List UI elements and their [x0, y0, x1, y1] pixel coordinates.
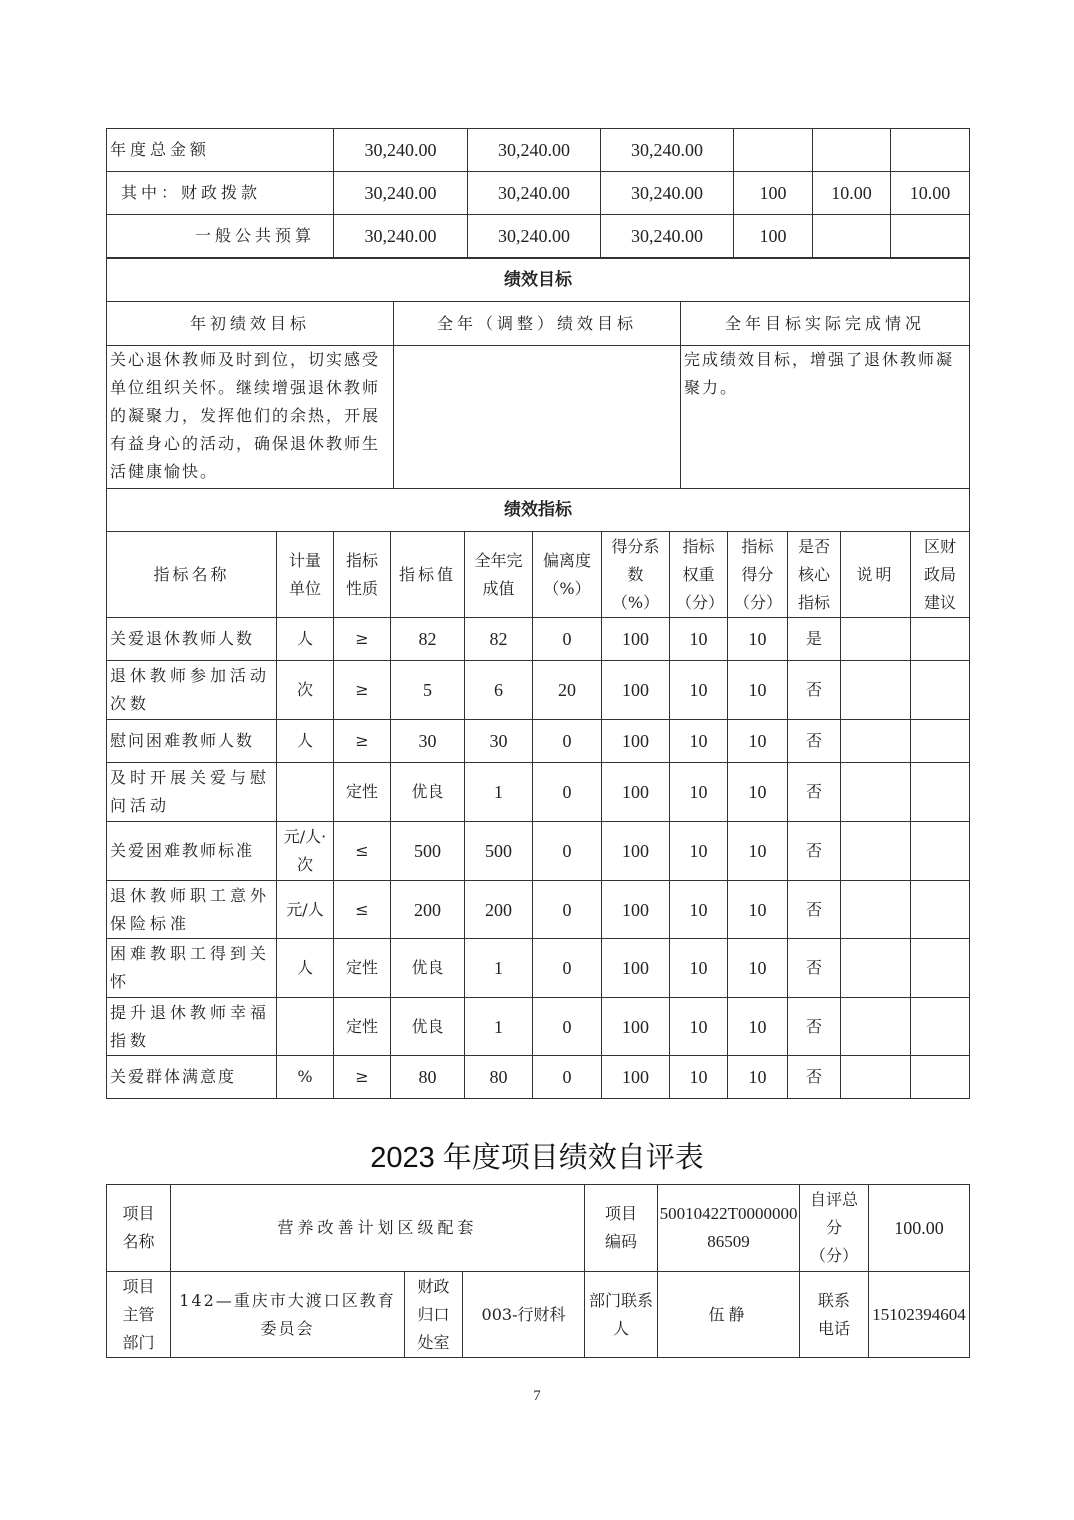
indicator-actual: 6: [465, 661, 533, 720]
indicator-core: 否: [788, 998, 841, 1056]
indicator-core: 否: [788, 1056, 841, 1099]
indicator-dev: 20: [533, 661, 602, 720]
indicator-actual: 80: [465, 1056, 533, 1099]
indicator-dev: 0: [533, 763, 602, 822]
indicator-weight: 10: [670, 822, 728, 881]
indicator-note: [841, 661, 911, 720]
indicator-coef: 100: [602, 939, 670, 998]
office-value: 003-行财科: [463, 1272, 585, 1358]
second-form-title: 2023 年度项目绩效自评表: [370, 1142, 704, 1174]
indicator-coef: 100: [602, 763, 670, 822]
indicator-weight: 10: [670, 618, 728, 661]
indicator-name: 退休教师职工意外保险标准: [107, 881, 277, 939]
goals-table: [106, 258, 970, 532]
indicator-dev: 0: [533, 939, 602, 998]
indicator-note: [841, 720, 911, 763]
indicator-nature: 定性: [334, 939, 391, 998]
indicator-row: [107, 1056, 970, 1099]
indicator-advice: [911, 998, 970, 1056]
indicator-weight: 10: [670, 998, 728, 1056]
indicator-target: 5: [391, 661, 465, 720]
indicator-unit: 元/人·次: [277, 822, 334, 881]
indicator-dev: 0: [533, 618, 602, 661]
indicator-target: 500: [391, 822, 465, 881]
project-info-table: [106, 1184, 970, 1358]
indicator-score: 10: [728, 618, 788, 661]
indicator-core: 否: [788, 661, 841, 720]
phone-label: 联系电话: [800, 1272, 869, 1358]
budget-rate: 100: [734, 172, 813, 215]
indicator-target: 200: [391, 881, 465, 939]
indicators-table: [106, 531, 970, 1099]
indicator-name: 关爱困难教师标准: [107, 822, 277, 881]
indicator-unit: 人: [277, 720, 334, 763]
indicator-advice: [911, 939, 970, 998]
indicator-row: [107, 763, 970, 822]
indicator-coef: 100: [602, 998, 670, 1056]
goals-header-adjusted: 全年（调整）绩效目标: [394, 302, 681, 346]
indicator-score: 10: [728, 881, 788, 939]
budget-annual: 30,240.00: [334, 129, 468, 172]
indicator-weight: 10: [670, 720, 728, 763]
budget-adjusted: 30,240.00: [468, 215, 601, 258]
goals-section-title: 绩效目标: [107, 259, 970, 302]
total-score-label: 自评总分（分）: [800, 1185, 869, 1272]
indicator-coef: 100: [602, 661, 670, 720]
indicator-dev: 0: [533, 1056, 602, 1099]
budget-executed: 30,240.00: [601, 172, 734, 215]
budget-executed: 30,240.00: [601, 129, 734, 172]
indicator-core: 否: [788, 720, 841, 763]
indicator-unit: 元/人: [277, 881, 334, 939]
budget-annual: 30,240.00: [334, 172, 468, 215]
indicator-score: 10: [728, 1056, 788, 1099]
indicator-core: 是: [788, 618, 841, 661]
header-actual: 全年完成值: [465, 532, 533, 618]
budget-weight: [813, 129, 891, 172]
indicator-score: 10: [728, 763, 788, 822]
goals-adjusted-text: [394, 346, 681, 489]
indicator-note: [841, 939, 911, 998]
indicator-name: 关爱退休教师人数: [107, 618, 277, 661]
budget-label: 其中：财政拨款: [107, 172, 334, 215]
indicator-note: [841, 1056, 911, 1099]
indicator-note: [841, 763, 911, 822]
indicator-weight: 10: [670, 763, 728, 822]
indicator-name: 关爱群体满意度: [107, 1056, 277, 1099]
indicator-coef: 100: [602, 881, 670, 939]
indicator-nature: ≤: [334, 822, 391, 881]
indicator-target: 30: [391, 720, 465, 763]
project-name-value: 营养改善计划区级配套: [171, 1185, 585, 1272]
goals-header-initial: 年初绩效目标: [107, 302, 394, 346]
budget-adjusted: 30,240.00: [468, 172, 601, 215]
indicator-row: [107, 939, 970, 998]
indicator-row: [107, 720, 970, 763]
indicator-advice: [911, 822, 970, 881]
indicator-score: 10: [728, 661, 788, 720]
page-number: 7: [533, 1388, 541, 1404]
indicator-score: 10: [728, 822, 788, 881]
indicator-target: 优良: [391, 763, 465, 822]
indicator-name: 及时开展关爱与慰问活动: [107, 763, 277, 822]
indicator-nature: ≤: [334, 881, 391, 939]
indicator-advice: [911, 661, 970, 720]
indicator-target: 优良: [391, 939, 465, 998]
indicator-nature: ≥: [334, 618, 391, 661]
indicator-name: 退休教师参加活动次数: [107, 661, 277, 720]
budget-label: 年度总金额: [107, 129, 334, 172]
dept-value: 142—重庆市大渡口区教育委员会: [171, 1272, 405, 1358]
indicator-target: 82: [391, 618, 465, 661]
indicator-name: 困难教职工得到关怀: [107, 939, 277, 998]
indicator-nature: ≥: [334, 1056, 391, 1099]
indicator-note: [841, 822, 911, 881]
indicator-score: 10: [728, 939, 788, 998]
indicator-advice: [911, 1056, 970, 1099]
indicator-coef: 100: [602, 822, 670, 881]
office-label: 财政归口处室: [405, 1272, 463, 1358]
indicator-score: 10: [728, 720, 788, 763]
budget-annual: 30,240.00: [334, 215, 468, 258]
total-score-value: 100.00: [869, 1185, 970, 1272]
budget-table: [106, 128, 970, 258]
indicator-note: [841, 618, 911, 661]
indicator-core: 否: [788, 881, 841, 939]
project-name-label: 项目名称: [107, 1185, 171, 1272]
indicator-target: 优良: [391, 998, 465, 1056]
indicator-actual: 200: [465, 881, 533, 939]
header-weight: 指标权重（分）: [670, 532, 728, 618]
budget-score: [891, 129, 970, 172]
indicator-advice: [911, 618, 970, 661]
header-nature: 指标性质: [334, 532, 391, 618]
indicator-row: [107, 618, 970, 661]
dept-label: 项目主管部门: [107, 1272, 171, 1358]
indicator-actual: 1: [465, 763, 533, 822]
indicator-unit: %: [277, 1056, 334, 1099]
indicator-name: 提升退休教师幸福指数: [107, 998, 277, 1056]
indicator-target: 80: [391, 1056, 465, 1099]
indicator-nature: 定性: [334, 763, 391, 822]
indicator-core: 否: [788, 763, 841, 822]
indicator-nature: ≥: [334, 720, 391, 763]
budget-weight: [813, 215, 891, 258]
indicator-weight: 10: [670, 661, 728, 720]
indicator-actual: 500: [465, 822, 533, 881]
contact-value: 伍静: [658, 1272, 800, 1358]
budget-row: [107, 215, 970, 258]
goals-initial-text: 关心退休教师及时到位，切实感受单位组织关怀。继续增强退休教师的凝聚力，发挥他们的余热，开展有益身心的活动，确保退休教师生活健康愉快。: [107, 346, 394, 489]
indicator-weight: 10: [670, 939, 728, 998]
budget-label: 一般公共预算: [107, 215, 334, 258]
budget-score: 10.00: [891, 172, 970, 215]
project-code-value: 50010422T000000086509: [658, 1185, 800, 1272]
header-unit: 计量单位: [277, 532, 334, 618]
indicator-weight: 10: [670, 881, 728, 939]
indicator-score: 10: [728, 998, 788, 1056]
indicators-section-title: 绩效指标: [107, 489, 970, 532]
indicator-row: [107, 881, 970, 939]
indicator-row: [107, 661, 970, 720]
header-deviation: 偏离度（%）: [533, 532, 602, 618]
goals-header-actual: 全年目标实际完成情况: [681, 302, 970, 346]
indicator-note: [841, 998, 911, 1056]
header-core: 是否核心指标: [788, 532, 841, 618]
budget-row: [107, 129, 970, 172]
indicator-core: 否: [788, 822, 841, 881]
header-name: 指标名称: [107, 532, 277, 618]
phone-value: 15102394604: [869, 1272, 970, 1358]
indicator-core: 否: [788, 939, 841, 998]
indicator-unit: 人: [277, 618, 334, 661]
budget-rate: 100: [734, 215, 813, 258]
indicator-unit: 次: [277, 661, 334, 720]
budget-rate: [734, 129, 813, 172]
indicator-coef: 100: [602, 618, 670, 661]
budget-executed: 30,240.00: [601, 215, 734, 258]
budget-score: [891, 215, 970, 258]
indicator-unit: [277, 998, 334, 1056]
indicator-actual: 1: [465, 998, 533, 1056]
indicator-nature: 定性: [334, 998, 391, 1056]
indicator-name: 慰问困难教师人数: [107, 720, 277, 763]
budget-row: [107, 172, 970, 215]
indicator-advice: [911, 720, 970, 763]
indicators-header-row: [107, 532, 970, 618]
project-code-label: 项目编码: [585, 1185, 658, 1272]
header-target: 指标值: [391, 532, 465, 618]
budget-adjusted: 30,240.00: [468, 129, 601, 172]
indicator-dev: 0: [533, 881, 602, 939]
header-score: 指标得分（分）: [728, 532, 788, 618]
header-coefficient: 得分系数（%）: [602, 532, 670, 618]
indicator-unit: [277, 763, 334, 822]
indicator-actual: 30: [465, 720, 533, 763]
header-note: 说明: [841, 532, 911, 618]
indicator-row: [107, 822, 970, 881]
indicator-weight: 10: [670, 1056, 728, 1099]
indicator-coef: 100: [602, 720, 670, 763]
indicator-advice: [911, 881, 970, 939]
indicator-nature: ≥: [334, 661, 391, 720]
indicator-unit: 人: [277, 939, 334, 998]
indicator-actual: 1: [465, 939, 533, 998]
indicator-actual: 82: [465, 618, 533, 661]
indicator-advice: [911, 763, 970, 822]
header-advice: 区财政局建议: [911, 532, 970, 618]
budget-weight: 10.00: [813, 172, 891, 215]
indicator-note: [841, 881, 911, 939]
goals-actual-text: 完成绩效目标，增强了退休教师凝聚力。: [681, 346, 970, 489]
indicator-coef: 100: [602, 1056, 670, 1099]
indicator-dev: 0: [533, 998, 602, 1056]
indicator-dev: 0: [533, 720, 602, 763]
contact-label: 部门联系人: [585, 1272, 658, 1358]
indicator-dev: 0: [533, 822, 602, 881]
indicator-row: [107, 998, 970, 1056]
